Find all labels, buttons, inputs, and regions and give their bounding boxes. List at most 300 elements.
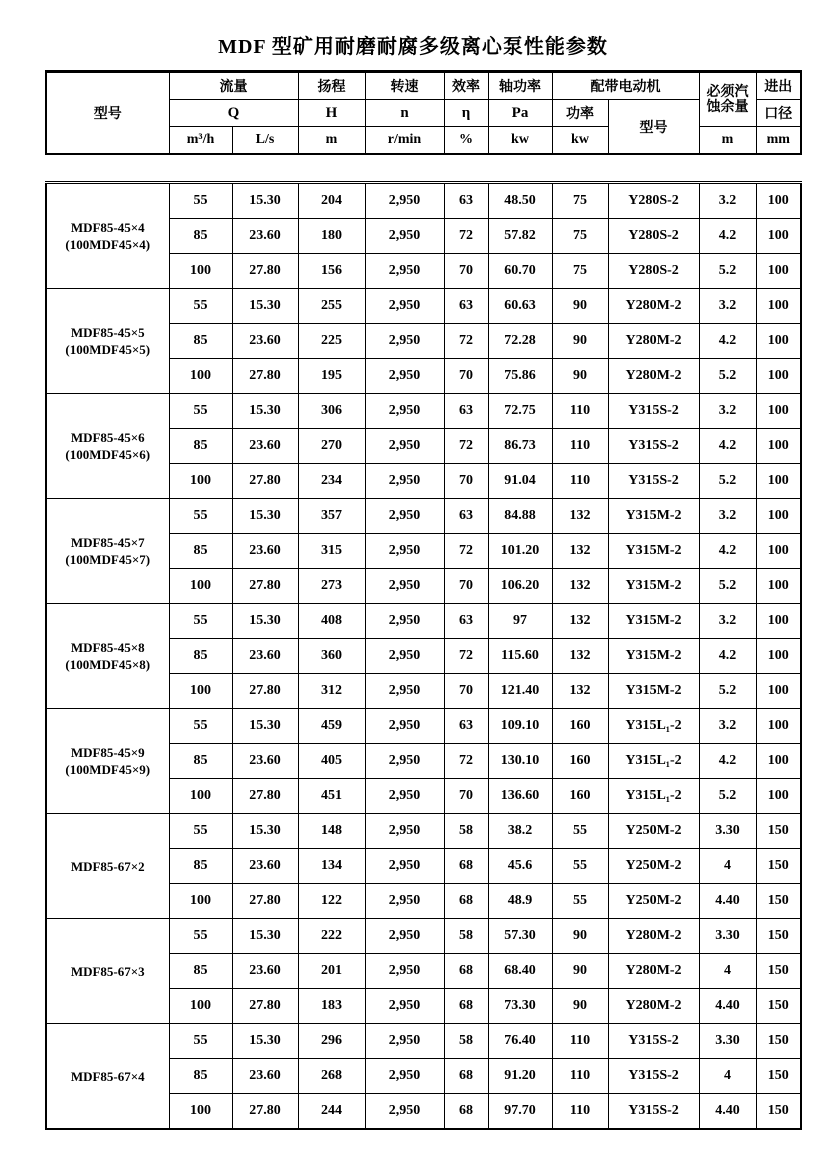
data-cell: 4.2 xyxy=(699,429,756,464)
data-cell: Y280M-2 xyxy=(608,989,699,1024)
data-cell: Y250M-2 xyxy=(608,884,699,919)
table-row xyxy=(46,1024,801,1059)
data-cell: 48.50 xyxy=(488,183,552,219)
data-cell: 3.2 xyxy=(699,183,756,219)
data-cell: 100 xyxy=(756,534,801,569)
data-cell: 45.6 xyxy=(488,849,552,884)
data-cell: 55 xyxy=(552,814,608,849)
table-row xyxy=(46,709,801,744)
data-cell: Y315M-2 xyxy=(608,639,699,674)
pump-model: MDF85-45×7 xyxy=(70,535,145,550)
data-cell: 85 xyxy=(169,744,232,779)
data-cell: 85 xyxy=(169,954,232,989)
header-unit-mm: mm xyxy=(756,127,801,155)
header-unit-npsh-m: m xyxy=(699,127,756,155)
data-cell: Y280S-2 xyxy=(608,183,699,219)
data-cell: 68 xyxy=(444,1094,488,1130)
data-cell: Y315S-2 xyxy=(608,394,699,429)
data-cell: 23.60 xyxy=(232,744,298,779)
data-cell: 2,950 xyxy=(365,744,444,779)
data-cell: 27.80 xyxy=(232,779,298,814)
data-cell: 100 xyxy=(756,324,801,359)
data-cell: 4 xyxy=(699,849,756,884)
data-cell: Y280M-2 xyxy=(608,359,699,394)
data-cell: 5.2 xyxy=(699,779,756,814)
data-cell: 63 xyxy=(444,183,488,219)
data-cell: 55 xyxy=(169,709,232,744)
data-cell: 148 xyxy=(298,814,365,849)
table-row xyxy=(46,814,801,849)
data-cell: 55 xyxy=(169,499,232,534)
data-cell: 75 xyxy=(552,254,608,289)
data-cell: 91.20 xyxy=(488,1059,552,1094)
pump-model-cell xyxy=(46,919,169,1024)
data-cell: 2,950 xyxy=(365,569,444,604)
data-cell: 110 xyxy=(552,429,608,464)
data-cell: 63 xyxy=(444,394,488,429)
data-cell: 23.60 xyxy=(232,849,298,884)
data-table xyxy=(45,181,802,1130)
data-cell: 132 xyxy=(552,604,608,639)
data-cell: 132 xyxy=(552,674,608,709)
data-cell: 100 xyxy=(756,709,801,744)
data-cell: 459 xyxy=(298,709,365,744)
pump-model-cell xyxy=(46,1024,169,1130)
data-cell: 4.2 xyxy=(699,534,756,569)
data-cell: 57.30 xyxy=(488,919,552,954)
data-cell: 15.30 xyxy=(232,814,298,849)
pump-model: MDF85-45×8 xyxy=(70,640,145,655)
data-cell: 23.60 xyxy=(232,639,298,674)
data-cell: 100 xyxy=(756,674,801,709)
data-cell: Y315M-2 xyxy=(608,499,699,534)
data-cell: 85 xyxy=(169,324,232,359)
data-cell: 85 xyxy=(169,429,232,464)
header-unit-m3h: m³/h xyxy=(169,127,232,155)
data-cell: Y315S-2 xyxy=(608,464,699,499)
data-cell: 55 xyxy=(169,1024,232,1059)
data-cell: 100 xyxy=(169,359,232,394)
data-cell: 86.73 xyxy=(488,429,552,464)
data-cell: 84.88 xyxy=(488,499,552,534)
data-cell: 90 xyxy=(552,289,608,324)
pump-model: MDF85-45×6 xyxy=(70,430,145,445)
data-cell: 100 xyxy=(169,884,232,919)
data-cell: 100 xyxy=(756,744,801,779)
data-cell: 5.2 xyxy=(699,674,756,709)
data-cell: 55 xyxy=(169,394,232,429)
data-cell: 85 xyxy=(169,849,232,884)
table-row xyxy=(46,394,801,429)
data-cell: 55 xyxy=(169,814,232,849)
data-cell: 2,950 xyxy=(365,674,444,709)
data-cell: 2,950 xyxy=(365,919,444,954)
data-cell: 63 xyxy=(444,709,488,744)
data-cell: 2,950 xyxy=(365,884,444,919)
data-cell: 68.40 xyxy=(488,954,552,989)
data-cell: 2,950 xyxy=(365,604,444,639)
data-cell: 85 xyxy=(169,1059,232,1094)
data-cell: 23.60 xyxy=(232,219,298,254)
data-cell: 4 xyxy=(699,954,756,989)
data-cell: 15.30 xyxy=(232,919,298,954)
data-cell: Y315L₁-2 xyxy=(608,709,699,744)
data-cell: Y280M-2 xyxy=(608,954,699,989)
header-npsh xyxy=(699,72,756,127)
data-cell: 150 xyxy=(756,954,801,989)
data-cell: 136.60 xyxy=(488,779,552,814)
data-cell: 312 xyxy=(298,674,365,709)
data-cell: 132 xyxy=(552,639,608,674)
data-cell: 2,950 xyxy=(365,954,444,989)
data-cell: 273 xyxy=(298,569,365,604)
data-cell: 100 xyxy=(169,254,232,289)
table-row xyxy=(46,604,801,639)
header-pump-model: 型号 xyxy=(46,72,169,155)
data-cell: 2,950 xyxy=(365,394,444,429)
data-cell: 68 xyxy=(444,1059,488,1094)
data-cell: 70 xyxy=(444,779,488,814)
data-cell: 132 xyxy=(552,534,608,569)
header-head: 扬程 xyxy=(298,72,365,100)
pump-model-alt: (100MDF45×9) xyxy=(65,762,151,777)
data-cell: 115.60 xyxy=(488,639,552,674)
data-cell: 2,950 xyxy=(365,464,444,499)
data-cell: 3.2 xyxy=(699,499,756,534)
data-cell: 55 xyxy=(169,289,232,324)
data-cell: 160 xyxy=(552,709,608,744)
data-cell: 3.2 xyxy=(699,709,756,744)
data-cell: 109.10 xyxy=(488,709,552,744)
data-cell: 15.30 xyxy=(232,1024,298,1059)
data-cell: 70 xyxy=(444,674,488,709)
header-row-1 xyxy=(46,72,801,100)
pump-model-cell xyxy=(46,709,169,814)
data-cell: 132 xyxy=(552,569,608,604)
pump-model-alt: (100MDF45×7) xyxy=(65,552,151,567)
data-cell: 150 xyxy=(756,1059,801,1094)
data-cell: 15.30 xyxy=(232,183,298,219)
data-cell: 451 xyxy=(298,779,365,814)
data-cell: 63 xyxy=(444,289,488,324)
data-cell: 204 xyxy=(298,183,365,219)
data-cell: Y315S-2 xyxy=(608,1059,699,1094)
data-cell: 27.80 xyxy=(232,884,298,919)
data-cell: Y280S-2 xyxy=(608,254,699,289)
data-cell: 68 xyxy=(444,989,488,1024)
page-title: MDF 型矿用耐磨耐腐多级离心泵性能参数 xyxy=(218,36,608,58)
data-cell: Y250M-2 xyxy=(608,849,699,884)
data-cell: 2,950 xyxy=(365,359,444,394)
data-cell: 85 xyxy=(169,639,232,674)
data-cell: 15.30 xyxy=(232,499,298,534)
data-cell: 100 xyxy=(756,639,801,674)
header-speed: 转速 xyxy=(365,72,444,100)
header-efficiency-symbol: η xyxy=(444,100,488,127)
data-cell: 68 xyxy=(444,884,488,919)
header-motor-power: 功率 xyxy=(552,100,608,127)
data-cell: 75 xyxy=(552,183,608,219)
data-cell: 244 xyxy=(298,1094,365,1130)
data-cell: 134 xyxy=(298,849,365,884)
data-cell: 3.2 xyxy=(699,604,756,639)
header-table xyxy=(45,70,802,155)
data-cell: 160 xyxy=(552,779,608,814)
data-cell: 55 xyxy=(169,183,232,219)
data-cell: 63 xyxy=(444,499,488,534)
data-cell: 4.40 xyxy=(699,884,756,919)
data-cell: 2,950 xyxy=(365,709,444,744)
data-cell: Y315M-2 xyxy=(608,534,699,569)
data-cell: 180 xyxy=(298,219,365,254)
data-cell: 306 xyxy=(298,394,365,429)
data-cell: 100 xyxy=(756,219,801,254)
pump-model-cell xyxy=(46,183,169,289)
data-cell: Y280M-2 xyxy=(608,324,699,359)
data-cell: 90 xyxy=(552,324,608,359)
data-cell: 5.2 xyxy=(699,254,756,289)
data-cell: 225 xyxy=(298,324,365,359)
data-cell: 4.2 xyxy=(699,744,756,779)
pump-model-alt: (100MDF45×6) xyxy=(65,447,151,462)
pump-model-cell xyxy=(46,499,169,604)
data-cell: 2,950 xyxy=(365,289,444,324)
data-cell: 150 xyxy=(756,814,801,849)
data-cell: 110 xyxy=(552,1059,608,1094)
data-cell: 97 xyxy=(488,604,552,639)
data-cell: 100 xyxy=(169,464,232,499)
data-cell: 68 xyxy=(444,849,488,884)
header-motor: 配带电动机 xyxy=(552,72,699,100)
data-cell: 100 xyxy=(756,569,801,604)
data-cell: 4.2 xyxy=(699,639,756,674)
data-cell: 2,950 xyxy=(365,534,444,569)
data-cell: 3.30 xyxy=(699,814,756,849)
data-cell: 72 xyxy=(444,744,488,779)
data-cell: 27.80 xyxy=(232,464,298,499)
data-cell: 106.20 xyxy=(488,569,552,604)
data-cell: 55 xyxy=(169,604,232,639)
data-cell: 222 xyxy=(298,919,365,954)
data-cell: 100 xyxy=(169,1094,232,1130)
data-cell: 4 xyxy=(699,1059,756,1094)
data-cell: 100 xyxy=(756,254,801,289)
pump-model: MDF85-45×5 xyxy=(70,325,145,340)
pump-model-alt: (100MDF45×5) xyxy=(65,342,151,357)
data-cell: 122 xyxy=(298,884,365,919)
data-cell: 408 xyxy=(298,604,365,639)
data-cell: 4.40 xyxy=(699,989,756,1024)
header-motor-model: 型号 xyxy=(608,100,699,155)
header-unit-rmin: r/min xyxy=(365,127,444,155)
data-cell: 2,950 xyxy=(365,324,444,359)
data-cell: 2,950 xyxy=(365,183,444,219)
data-cell: 70 xyxy=(444,254,488,289)
data-cell: 101.20 xyxy=(488,534,552,569)
data-cell: 2,950 xyxy=(365,499,444,534)
data-cell: 23.60 xyxy=(232,429,298,464)
data-cell: 3.30 xyxy=(699,1024,756,1059)
data-cell: 72 xyxy=(444,429,488,464)
data-cell: 2,950 xyxy=(365,1024,444,1059)
data-cell: 91.04 xyxy=(488,464,552,499)
data-cell: 27.80 xyxy=(232,359,298,394)
data-cell: 63 xyxy=(444,604,488,639)
data-cell: 150 xyxy=(756,884,801,919)
data-cell: 132 xyxy=(552,499,608,534)
data-cell: 15.30 xyxy=(232,394,298,429)
data-cell: 57.82 xyxy=(488,219,552,254)
data-cell: 100 xyxy=(169,674,232,709)
data-cell: 100 xyxy=(169,989,232,1024)
data-cell: 201 xyxy=(298,954,365,989)
data-cell: 160 xyxy=(552,744,608,779)
pump-model: MDF85-67×2 xyxy=(70,858,145,874)
data-cell: 156 xyxy=(298,254,365,289)
data-cell: 97.70 xyxy=(488,1094,552,1130)
header-unit-m: m xyxy=(298,127,365,155)
data-cell: Y280M-2 xyxy=(608,919,699,954)
data-cell: Y280M-2 xyxy=(608,289,699,324)
data-cell: 100 xyxy=(169,569,232,604)
data-cell: 150 xyxy=(756,919,801,954)
pump-model-cell xyxy=(46,289,169,394)
header-unit-kw-shaft: kw xyxy=(488,127,552,155)
data-cell: Y315M-2 xyxy=(608,674,699,709)
data-cell: 150 xyxy=(756,1024,801,1059)
pump-model: MDF85-67×4 xyxy=(70,1068,145,1084)
table-row xyxy=(46,919,801,954)
data-cell: 23.60 xyxy=(232,954,298,989)
data-cell: 90 xyxy=(552,989,608,1024)
data-cell: 270 xyxy=(298,429,365,464)
data-cell: 100 xyxy=(756,394,801,429)
data-cell: 15.30 xyxy=(232,289,298,324)
data-cell: 72 xyxy=(444,324,488,359)
data-cell: 2,950 xyxy=(365,779,444,814)
pump-model: MDF85-45×9 xyxy=(70,745,145,760)
data-cell: 360 xyxy=(298,639,365,674)
header-flow: 流量 xyxy=(169,72,298,100)
data-cell: 3.30 xyxy=(699,919,756,954)
data-cell: 23.60 xyxy=(232,324,298,359)
data-cell: 100 xyxy=(756,359,801,394)
pump-model: MDF85-67×3 xyxy=(70,963,145,979)
pump-model: MDF85-45×4 xyxy=(70,220,145,235)
data-cell: 110 xyxy=(552,464,608,499)
data-cell: 195 xyxy=(298,359,365,394)
data-cell: 60.70 xyxy=(488,254,552,289)
data-cell: Y280S-2 xyxy=(608,219,699,254)
data-cell: 4.2 xyxy=(699,219,756,254)
header-port-line2: 口径 xyxy=(756,100,801,127)
header-unit-ls: L/s xyxy=(232,127,298,155)
data-cell: 3.2 xyxy=(699,289,756,324)
header-unit-percent: % xyxy=(444,127,488,155)
data-cell: Y315L₁-2 xyxy=(608,779,699,814)
data-cell: 100 xyxy=(756,604,801,639)
data-cell: 48.9 xyxy=(488,884,552,919)
data-cell: 5.2 xyxy=(699,569,756,604)
header-flow-symbol: Q xyxy=(169,100,298,127)
data-cell: 55 xyxy=(552,849,608,884)
data-cell: 72 xyxy=(444,639,488,674)
data-cell: 27.80 xyxy=(232,674,298,709)
data-cell: 58 xyxy=(444,919,488,954)
data-cell: 70 xyxy=(444,359,488,394)
data-cell: 90 xyxy=(552,954,608,989)
data-cell: 85 xyxy=(169,219,232,254)
data-cell: 70 xyxy=(444,569,488,604)
table-row xyxy=(46,183,801,219)
data-cell: 100 xyxy=(756,779,801,814)
data-cell: 70 xyxy=(444,464,488,499)
pump-model-cell xyxy=(46,394,169,499)
data-cell: 3.2 xyxy=(699,394,756,429)
data-cell: Y315S-2 xyxy=(608,1094,699,1130)
data-cell: 27.80 xyxy=(232,989,298,1024)
data-cell: 27.80 xyxy=(232,254,298,289)
data-cell: 110 xyxy=(552,1024,608,1059)
data-cell: 27.80 xyxy=(232,1094,298,1130)
data-cell: 15.30 xyxy=(232,604,298,639)
data-cell: Y250M-2 xyxy=(608,814,699,849)
data-cell: 2,950 xyxy=(365,989,444,1024)
data-cell: 72 xyxy=(444,534,488,569)
data-cell: 130.10 xyxy=(488,744,552,779)
data-cell: 268 xyxy=(298,1059,365,1094)
data-cell: 405 xyxy=(298,744,365,779)
header-unit-kw-motor: kw xyxy=(552,127,608,155)
data-cell: 27.80 xyxy=(232,569,298,604)
data-cell: 23.60 xyxy=(232,534,298,569)
header-port-line1: 进出 xyxy=(756,72,801,100)
data-cell: 15.30 xyxy=(232,709,298,744)
data-cell: 68 xyxy=(444,954,488,989)
data-cell: 4.2 xyxy=(699,324,756,359)
data-cell: 72.28 xyxy=(488,324,552,359)
header-npsh-line2: 蚀余量 xyxy=(706,99,749,115)
data-cell: 55 xyxy=(169,919,232,954)
data-cell: 2,950 xyxy=(365,429,444,464)
data-cell: 23.60 xyxy=(232,1059,298,1094)
data-cell: 38.2 xyxy=(488,814,552,849)
data-cell: 90 xyxy=(552,919,608,954)
header-efficiency: 效率 xyxy=(444,72,488,100)
data-cell: 55 xyxy=(552,884,608,919)
data-cell: 100 xyxy=(169,779,232,814)
header-head-symbol: H xyxy=(298,100,365,127)
data-cell: 5.2 xyxy=(699,359,756,394)
data-cell: 2,950 xyxy=(365,219,444,254)
data-cell: 75 xyxy=(552,219,608,254)
data-cell: 234 xyxy=(298,464,365,499)
data-cell: Y315L₁-2 xyxy=(608,744,699,779)
data-cell: Y315S-2 xyxy=(608,1024,699,1059)
data-cell: Y315S-2 xyxy=(608,429,699,464)
data-cell: 357 xyxy=(298,499,365,534)
data-cell: 150 xyxy=(756,1094,801,1130)
pump-model-cell xyxy=(46,604,169,709)
header-shaft-symbol: Pa xyxy=(488,100,552,127)
data-cell: 85 xyxy=(169,534,232,569)
data-cell: 100 xyxy=(756,464,801,499)
data-cell: 5.2 xyxy=(699,464,756,499)
data-cell: 75.86 xyxy=(488,359,552,394)
data-cell: 150 xyxy=(756,849,801,884)
data-cell: 255 xyxy=(298,289,365,324)
data-cell: 76.40 xyxy=(488,1024,552,1059)
